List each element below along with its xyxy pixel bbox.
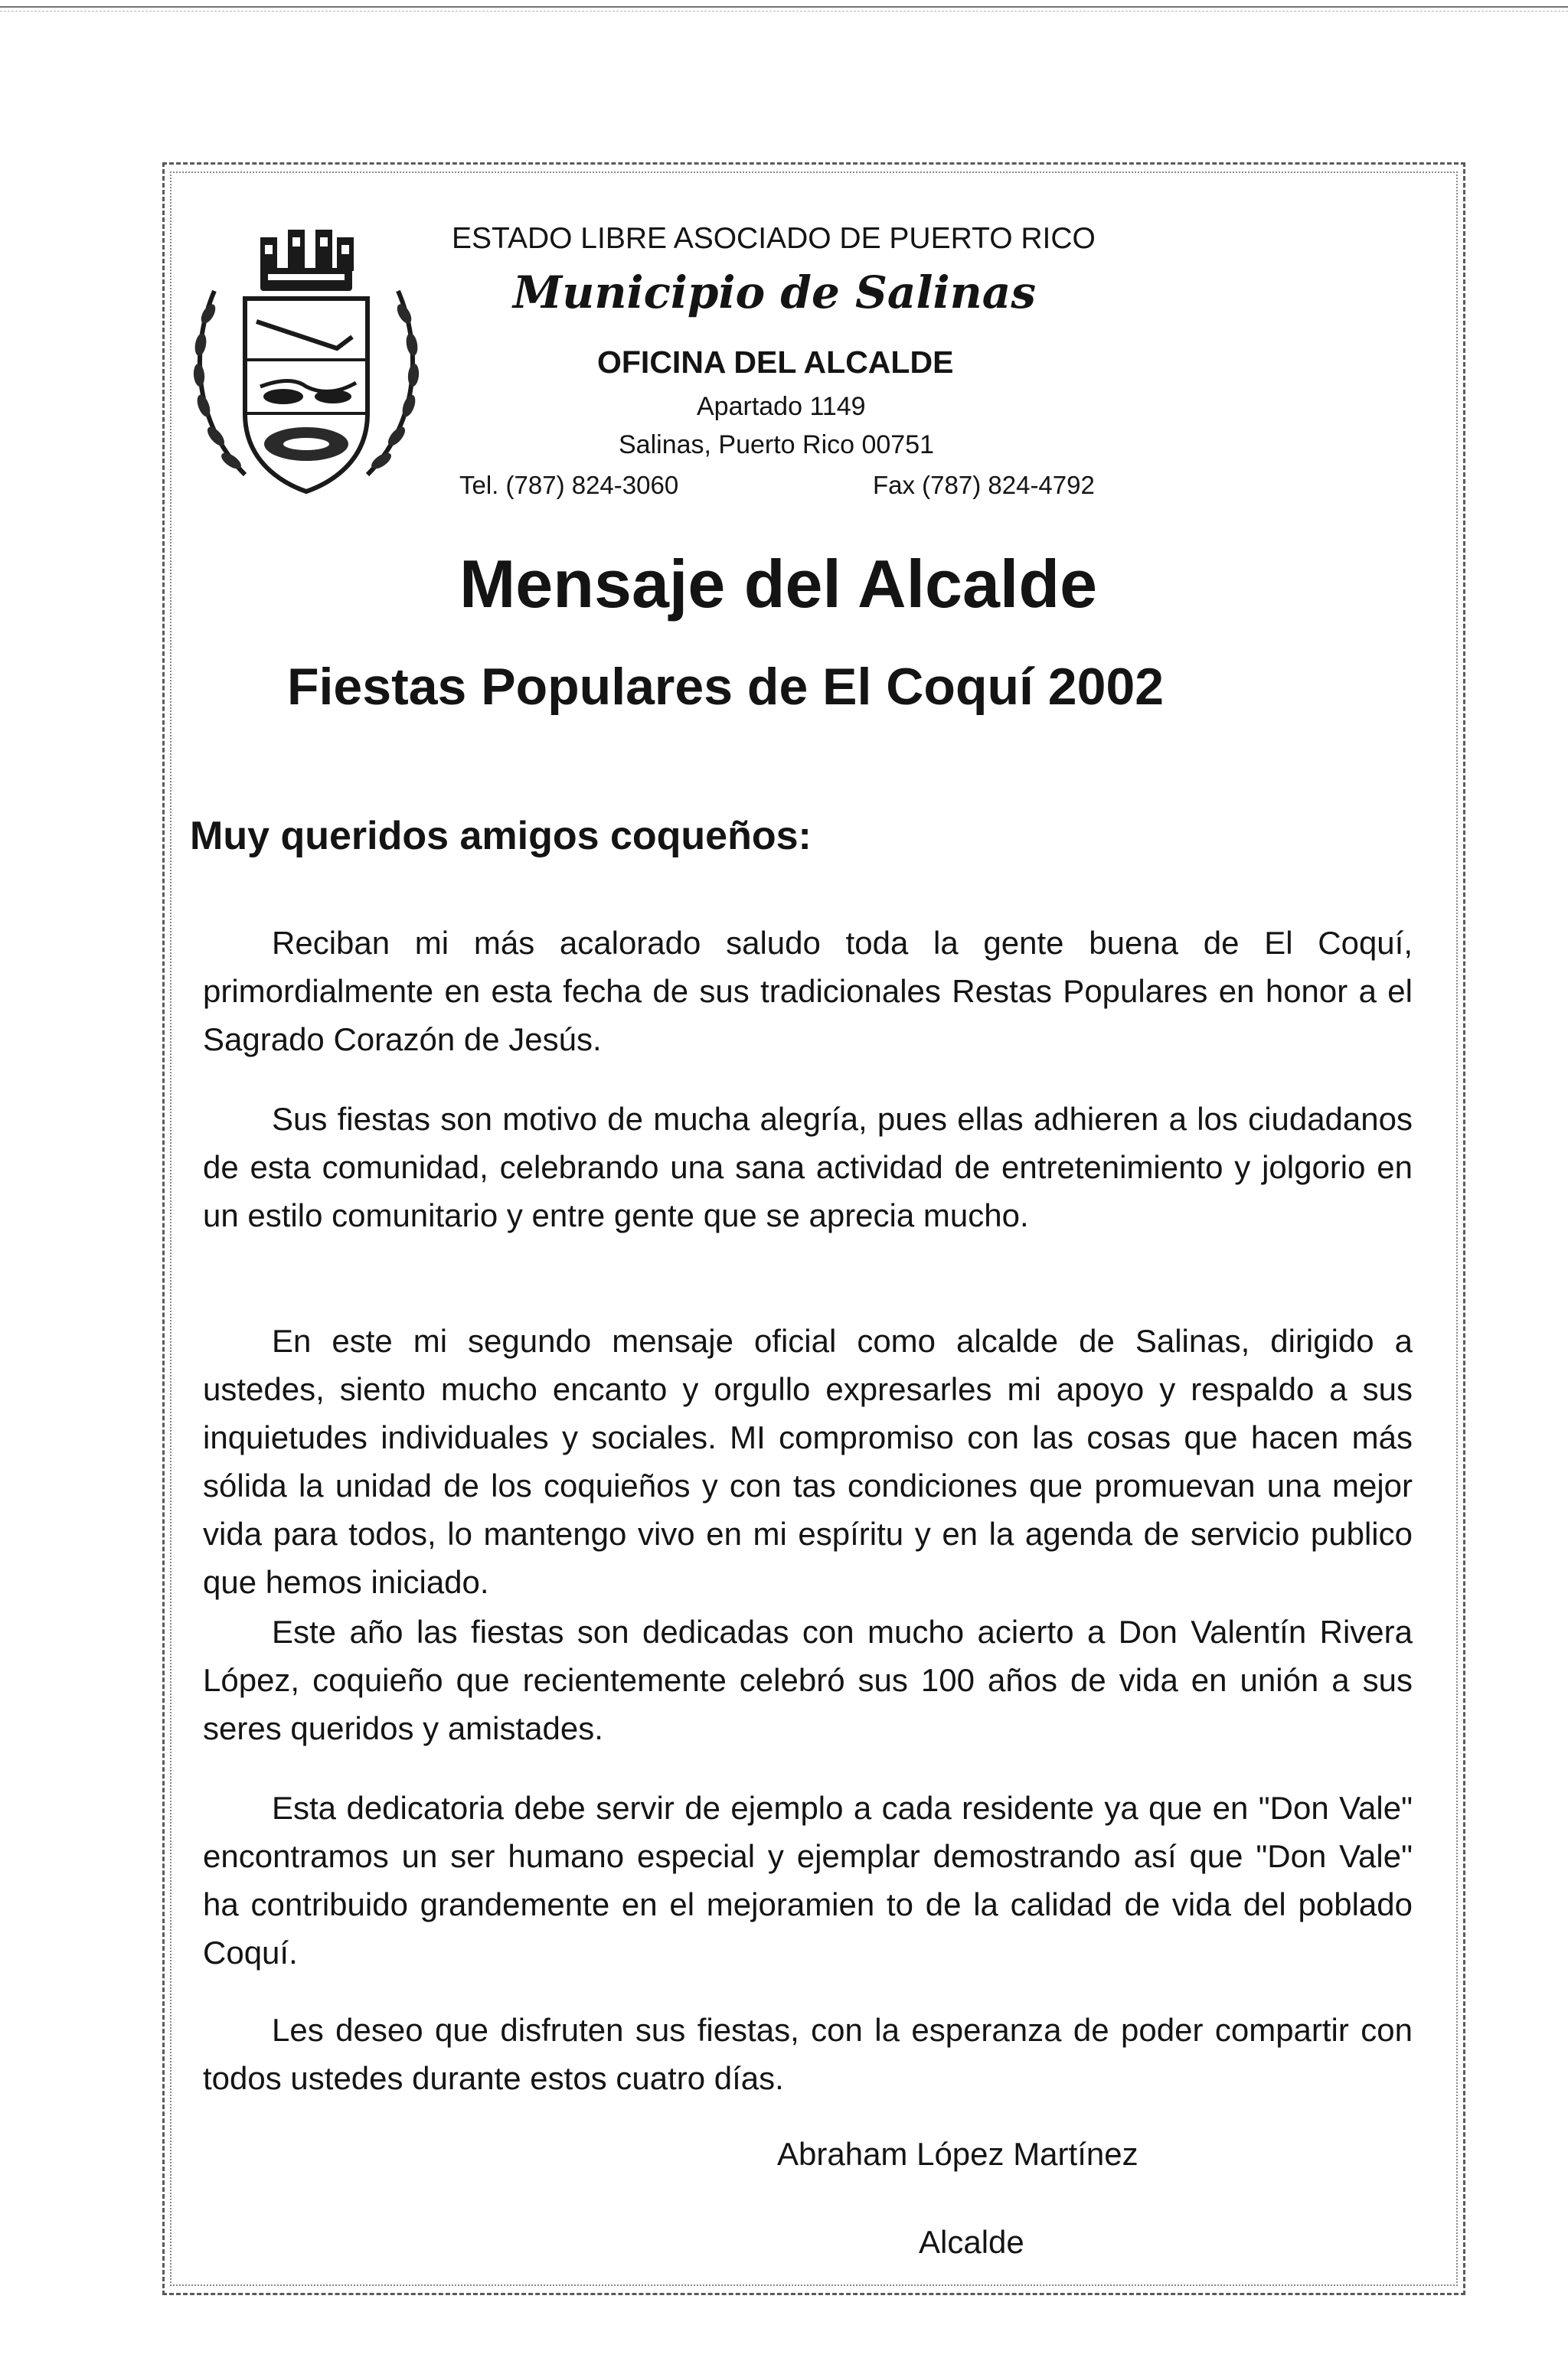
signature-role: Alcalde (919, 2224, 1024, 2260)
paragraph-1: Reciban mi más acalorado saludo toda la gente buena de El Coquí, primordialmente en esta fecha de sus tradicionales Restas Populares en honor a el Sagrado Corazón de Jesús. (203, 925, 1413, 1057)
paragraph-5: Esta dedicatoria debe servir de ejemplo a cada residente ya que en "Don Vale" encontramos un ser humano especial y ejemplar demostrando así que "Don Vale" ha contribuido grandemente en el mejoramien to de la calidad de vida del poblado Coquí. (203, 1790, 1413, 1971)
po-box: Apartado 1149 (697, 392, 866, 421)
paragraph-6: Les deseo que disfruten sus fiestas, con la esperanza de poder compartir con todos ustedes durante estos cuatro días. (203, 2012, 1413, 2096)
greeting: Muy queridos amigos coqueños: (190, 814, 812, 858)
municipality-name: Municipio de Salinas (513, 266, 1036, 318)
coat-of-arms-icon (184, 222, 429, 513)
fax: Fax (787) 824-4792 (873, 471, 1095, 499)
page-title: Mensaje del Alcalde (459, 546, 1098, 622)
signature-name: Abraham López Martínez (777, 2136, 1138, 2172)
office-name: OFICINA DEL ALCALDE (597, 345, 954, 380)
scan-edge-line (0, 6, 1568, 11)
telephone: Tel. (787) 824-3060 (459, 471, 679, 499)
paragraph-4: Este año las fiestas son dedicadas con mucho acierto a Don Valentín Rivera López, coquieño que recientemente celebró sus 100 años de vida en unión a sus seres queridos y amistades. (203, 1614, 1413, 1746)
paragraph-2: Sus fiestas son motivo de mucha alegría, pues ellas adhieren a los ciudadanos de esta comunidad, celebrando una sana actividad de entretenimiento y jolgorio en un estilo comunitario y entre gente que se aprecia mucho. (203, 1101, 1413, 1233)
page-subtitle: Fiestas Populares de El Coquí 2002 (287, 658, 1165, 716)
city-address: Salinas, Puerto Rico 00751 (619, 430, 935, 459)
paragraph-3: En este mi segundo mensaje oficial como alcalde de Salinas, dirigido a ustedes, siento mucho encanto y orgullo expresarles mi apoyo y respaldo a sus inquietudes individuales y sociales. MI compromiso con las cosas que hacen más sólida la unidad de los coquieños y con tas condiciones que promuevan una mejor vida para todos, lo mantengo vivo en mi espíritu y en la agenda de servicio publico que hemos iniciado. (203, 1323, 1413, 1600)
state-name: ESTADO LIBRE ASOCIADO DE PUERTO RICO (452, 222, 1096, 255)
